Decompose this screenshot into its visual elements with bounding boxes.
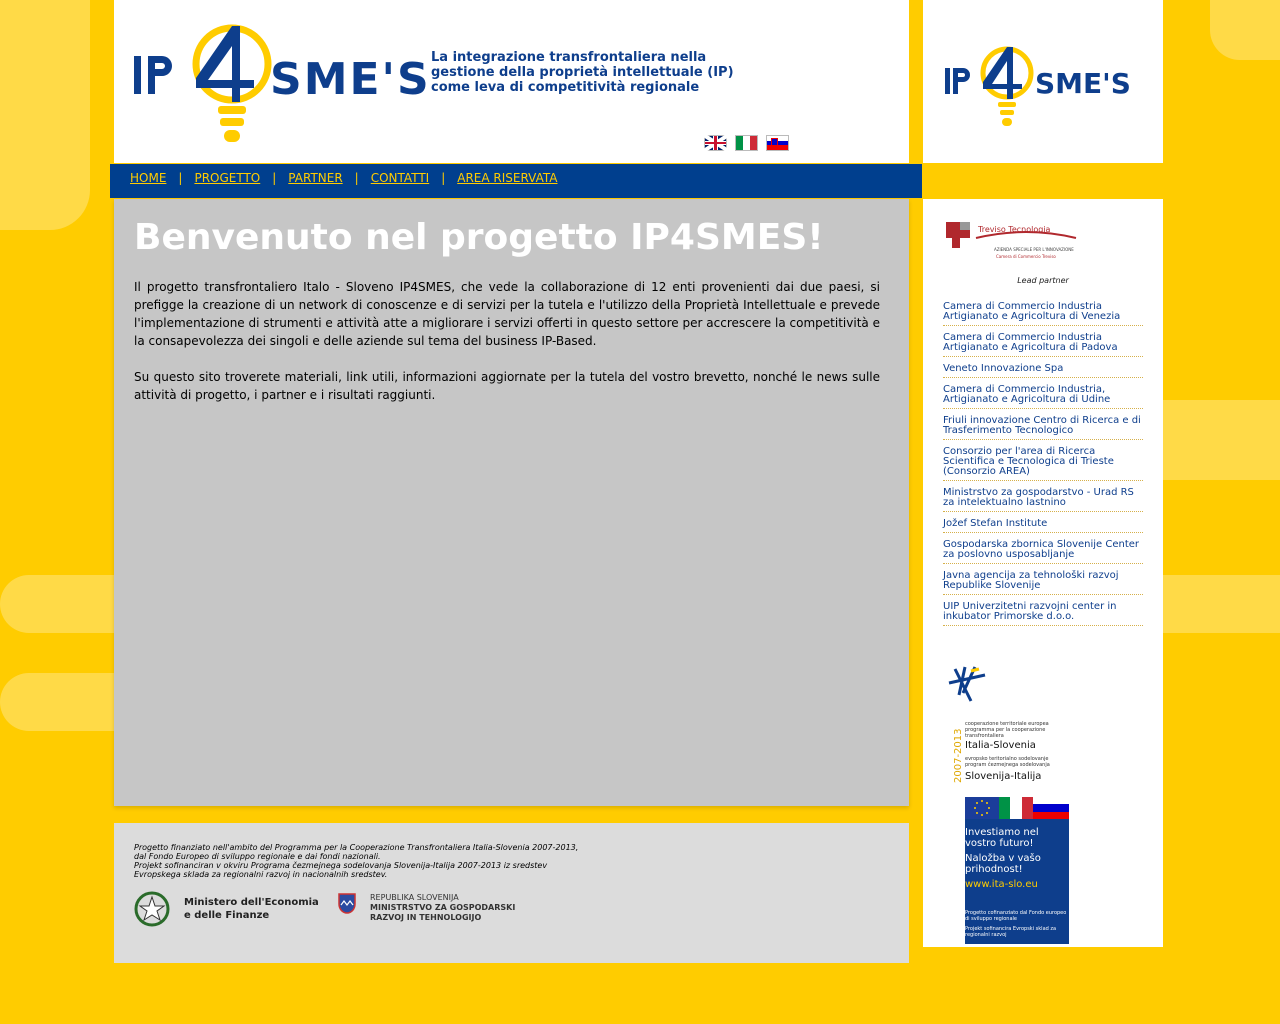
nav-home[interactable]: HOME xyxy=(130,171,167,185)
interreg-italia-slovenia-logo[interactable] xyxy=(945,665,1085,790)
nav-progetto[interactable]: PROGETTO xyxy=(194,171,261,185)
partner-link[interactable]: Ministrstvo za gospodarstvo - Urad RS za intelektualno lastnino xyxy=(943,487,1134,508)
ip4smes-small-logo[interactable] xyxy=(943,42,1133,134)
site-header xyxy=(114,0,909,163)
partner-link[interactable]: Consorzio per l'area di Ricerca Scientifica e Tecnologica di Trieste (Consorzio AREA) xyxy=(943,446,1114,477)
italy-flag-icon xyxy=(999,797,1033,819)
main-nav xyxy=(110,164,922,198)
slovenia-ministry-logo xyxy=(338,893,515,923)
nav-partner[interactable]: PARTNER xyxy=(288,171,343,185)
rs-label-line: MINISTRSTVO ZA GOSPODARSKI xyxy=(370,903,516,912)
ip4smes-logo[interactable] xyxy=(132,18,431,153)
interreg-slovenija: Slovenija-Italija xyxy=(965,771,1042,782)
list-item xyxy=(943,364,1143,378)
interreg-sl-line: program čezmejnega sodelovanja xyxy=(965,762,1050,768)
main-content xyxy=(114,199,909,806)
funding-line: Progetto finanziato nell'ambito del Programma per la Cooperazione Transfrontaliera Italia-Slovenia 2007-2013, xyxy=(134,843,579,852)
flag-slovenian-icon[interactable] xyxy=(766,135,789,151)
sidebar-logo-box xyxy=(923,0,1163,163)
bg-decoration xyxy=(1163,400,1280,480)
mef-label-line: Ministero dell'Economia xyxy=(184,897,319,908)
slovenia-flag-icon xyxy=(1033,797,1069,819)
intro-paragraph: Il progetto transfrontaliero Italo - Sloveno IP4SMES, che vede la collaborazione di 12 enti provenienti dai due paesi, si prefigge la creazione di un network di conoscenze e di servizi per la tutela e l'utilizzo della Proprietà Intellettuale e prevede l'implementazione di strumenti e attività atte a migliorare i servizi offerti in questo settore per accrescere la competitività e la consapevolezza dei singoli e delle aziende sul tema del business IP-Based. xyxy=(134,280,880,348)
nav-separator: | xyxy=(441,171,446,185)
nav-separator: | xyxy=(178,171,183,185)
site-tagline xyxy=(431,50,734,95)
nav-area-riservata[interactable]: AREA RISERVATA xyxy=(457,171,558,185)
treviso-tecnologia-icon xyxy=(942,218,1082,272)
invest-sl-text: Naložba v vašo prihodnost! xyxy=(965,853,1041,875)
invest-small-it: Progetto cofinanziato dal Fondo europeo di sviluppo regionale xyxy=(965,910,1067,922)
partner-link[interactable]: Veneto Innovazione Spa xyxy=(943,363,1064,374)
bg-decoration xyxy=(1210,0,1280,60)
tagline-line: La integrazione transfrontaliera nella xyxy=(431,50,707,65)
investment-banner[interactable] xyxy=(965,797,1069,944)
list-item xyxy=(943,540,1143,564)
list-item xyxy=(943,302,1143,326)
rs-label-line: RAZVOJ IN TEHNOLOGIJO xyxy=(370,913,482,922)
treviso-tecnologia-logo[interactable] xyxy=(942,218,1082,276)
lead-logo-text: Treviso Tecnologia xyxy=(978,225,1051,234)
bg-decoration xyxy=(0,0,90,230)
flag-english-icon[interactable] xyxy=(704,135,727,151)
partner-link[interactable]: Jožef Stefan Institute xyxy=(943,518,1048,529)
invest-small-sl: Projekt sofinancira Evropski sklad za regionalni razvoj xyxy=(965,926,1057,938)
mef-label-line: e delle Finanze xyxy=(184,910,270,921)
partners-sidebar xyxy=(923,199,1163,947)
partner-link[interactable]: Camera di Commercio Industria Artigianato e Agricoltura di Padova xyxy=(943,332,1118,353)
list-item xyxy=(943,571,1143,595)
partner-link[interactable]: Friuli innovazione Centro di Ricerca e di Trasferimento Tecnologico xyxy=(943,415,1141,436)
list-item xyxy=(943,488,1143,512)
interreg-line: transfrontaliera xyxy=(965,733,1004,739)
italian-emblem-icon xyxy=(134,889,170,929)
lead-logo-sub2: Camera di Commercio Treviso xyxy=(996,254,1056,259)
page-title: Benvenuto nel progetto IP4SMES! xyxy=(134,217,824,258)
eu-flag-icon xyxy=(965,797,999,819)
partner-link[interactable]: Gospodarska zbornica Slovenije Center za poslovno usposabljanje xyxy=(943,539,1140,560)
list-item xyxy=(943,602,1143,626)
invest-it-text: Investiamo nel vostro futuro! xyxy=(965,827,1039,849)
svg-text:SME'S: SME'S xyxy=(270,54,431,105)
list-item xyxy=(943,447,1143,481)
interreg-years: 2007-2013 xyxy=(953,728,964,783)
interreg-sl-line: evropsko teritorialno sodelovanje xyxy=(965,756,1049,762)
invest-url[interactable]: www.ita-slo.eu xyxy=(965,879,1038,890)
list-item xyxy=(943,385,1143,409)
tagline-line: gestione della proprietà intellettuale (IP) xyxy=(431,65,734,80)
partner-link[interactable]: UIP Univerzitetni razvojni center in inkubator Primorske d.o.o. xyxy=(943,601,1117,622)
slovenian-coat-of-arms-icon xyxy=(338,893,356,915)
mef-logo xyxy=(134,889,319,929)
interreg-line: programma per la cooperazione xyxy=(965,727,1046,733)
partner-link[interactable]: Camera di Commercio Industria, Artigianato e Agricoltura di Udine xyxy=(943,384,1111,405)
partner-list xyxy=(943,302,1143,633)
rs-label-line: REPUBLIKA SLOVENIJA xyxy=(370,893,459,902)
interreg-italia: Italia-Slovenia xyxy=(965,740,1036,751)
nav-separator: | xyxy=(272,171,277,185)
svg-text:SME'S: SME'S xyxy=(1035,67,1131,100)
flag-italian-icon[interactable] xyxy=(735,135,758,151)
funding-notice xyxy=(134,843,578,879)
tagline-line: come leva di competitività regionale xyxy=(431,80,700,95)
language-switcher xyxy=(704,135,789,151)
funding-line: Projekt sofinanciran v okviru Programa čezmejnega sodelovanja Slovenija-Italija 2007-2013 iz sredstev xyxy=(134,861,548,870)
bg-decoration xyxy=(1163,575,1280,633)
partner-link[interactable]: Javna agencija za tehnološki razvoj Republike Slovenije xyxy=(943,570,1119,591)
footer xyxy=(114,823,909,963)
lead-logo-sub: AZIENDA SPECIALE PER L'INNOVAZIONE xyxy=(994,247,1074,252)
site-info-paragraph: Su questo sito troverete materiali, link utili, informazioni aggiornate per la tutela del vostro brevetto, nonché le news sulle attività di progetto, i partner e i risultati raggiunti. xyxy=(134,370,880,402)
partner-link[interactable]: Camera di Commercio Industria Artigianato e Agricoltura di Venezia xyxy=(943,301,1121,322)
nav-contatti[interactable]: CONTATTI xyxy=(370,171,430,185)
list-item xyxy=(943,519,1143,533)
funding-line: dal Fondo Europeo di sviluppo regionale e dai fondi nazionali. xyxy=(134,852,381,861)
eu-flags-icon xyxy=(965,797,1069,819)
funding-line: Evropskega sklada za regionalni razvoj in nacionalnih sredstev. xyxy=(134,870,388,879)
lead-partner-label: Lead partner xyxy=(1017,276,1069,285)
list-item xyxy=(943,333,1143,357)
nav-separator: | xyxy=(354,171,359,185)
list-item xyxy=(943,416,1143,440)
interreg-line: cooperazione territoriale europea xyxy=(965,721,1049,727)
